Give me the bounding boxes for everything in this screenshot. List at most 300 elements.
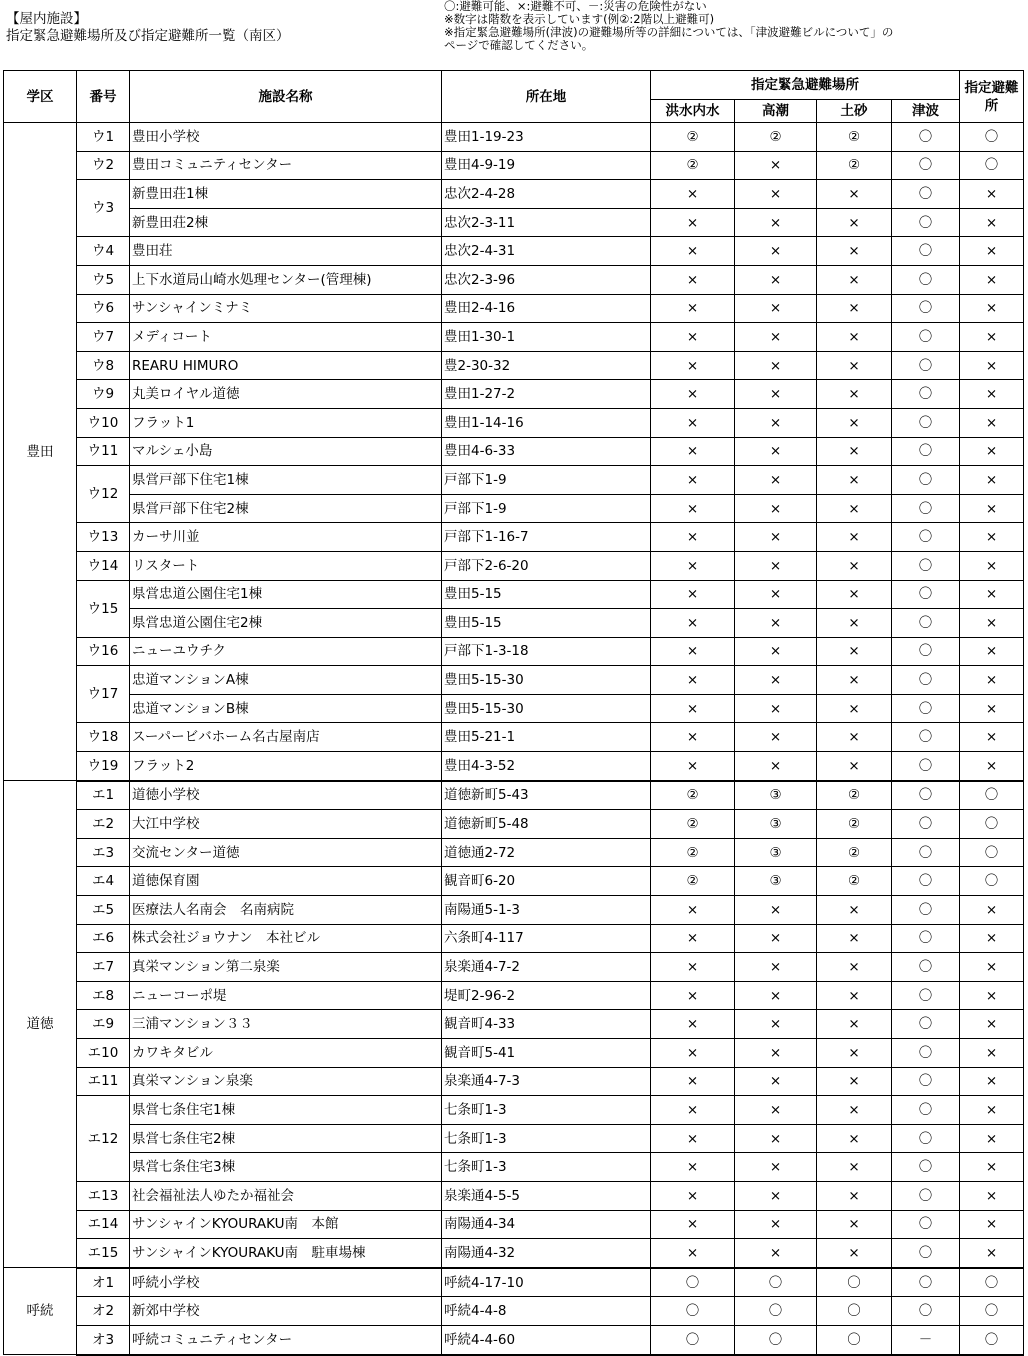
col-landslide: 土砂 (817, 100, 892, 123)
landslide-cell: × (817, 1153, 892, 1182)
tsunami-cell: 〇 (892, 781, 960, 810)
shelter-cell: × (960, 1153, 1024, 1182)
tsunami-cell: 〇 (892, 180, 960, 209)
landslide-cell: × (817, 523, 892, 552)
tsunami-cell: 〇 (892, 437, 960, 466)
name-cell: 忠道マンションA棟 (130, 666, 442, 695)
landslide-cell: 〇 (817, 1268, 892, 1297)
landslide-cell: × (817, 1124, 892, 1153)
flood-cell: × (651, 437, 735, 466)
flood-cell: ② (651, 810, 735, 839)
flood-cell: × (651, 1039, 735, 1068)
flood-cell: × (651, 694, 735, 723)
address-cell: 豊田4-3-52 (442, 752, 651, 781)
shelter-cell: × (960, 694, 1024, 723)
storm-surge-cell: × (735, 151, 817, 180)
landslide-cell: × (817, 466, 892, 495)
storm-surge-cell: × (735, 351, 817, 380)
table-body (4, 123, 1024, 1355)
storm-surge-cell: × (735, 1124, 817, 1153)
tsunami-cell: 〇 (892, 580, 960, 609)
name-cell: カーサ川並 (130, 523, 442, 552)
storm-surge-cell: × (735, 1210, 817, 1239)
number-cell: オ1 (77, 1268, 130, 1297)
landslide-cell: × (817, 494, 892, 523)
name-cell: 県営七条住宅3棟 (130, 1153, 442, 1182)
name-cell: 丸美ロイヤル道徳 (130, 380, 442, 409)
shelter-cell: × (960, 494, 1024, 523)
district-cell: 豊田 (4, 123, 77, 781)
tsunami-cell: 〇 (892, 380, 960, 409)
table-row (4, 867, 1024, 896)
storm-surge-cell: ③ (735, 867, 817, 896)
name-cell: 県営戸部下住宅1棟 (130, 466, 442, 495)
landslide-cell: ② (817, 810, 892, 839)
landslide-cell: × (817, 294, 892, 323)
table-row (4, 294, 1024, 323)
flood-cell: × (651, 752, 735, 781)
landslide-cell: × (817, 1010, 892, 1039)
number-cell: エ13 (77, 1181, 130, 1210)
shelter-cell: × (960, 323, 1024, 352)
flood-cell: 〇 (651, 1268, 735, 1297)
storm-surge-cell: × (735, 723, 817, 752)
col-emergency-group: 指定緊急避難場所 (651, 71, 960, 100)
number-cell: ウ3 (77, 180, 130, 237)
name-cell: サンシャインKYOURAKU南 本館 (130, 1210, 442, 1239)
storm-surge-cell: × (735, 408, 817, 437)
number-cell: エ4 (77, 867, 130, 896)
tsunami-cell: 〇 (892, 810, 960, 839)
name-cell: 新郊中学校 (130, 1297, 442, 1326)
number-cell: ウ5 (77, 265, 130, 294)
table-row (4, 1096, 1024, 1125)
col-number: 番号 (77, 71, 130, 123)
shelter-cell: × (960, 723, 1024, 752)
storm-surge-cell: × (735, 896, 817, 925)
storm-surge-cell: × (735, 1039, 817, 1068)
name-cell: 大江中学校 (130, 810, 442, 839)
shelter-cell: × (960, 551, 1024, 580)
name-cell: 道徳小学校 (130, 781, 442, 810)
storm-surge-cell: × (735, 924, 817, 953)
address-cell: 豊田1-19-23 (442, 123, 651, 152)
tsunami-cell: 〇 (892, 1297, 960, 1326)
flood-cell: × (651, 494, 735, 523)
flood-cell: ② (651, 781, 735, 810)
landslide-cell: ② (817, 151, 892, 180)
number-cell: ウ16 (77, 637, 130, 666)
number-cell: ウ15 (77, 580, 130, 637)
landslide-cell: × (817, 265, 892, 294)
col-flood: 洪水内水 (651, 100, 735, 123)
storm-surge-cell: × (735, 237, 817, 266)
address-cell: 戸部下1-9 (442, 466, 651, 495)
tsunami-cell: 〇 (892, 265, 960, 294)
shelter-cell: × (960, 896, 1024, 925)
table-row (4, 237, 1024, 266)
storm-surge-cell: × (735, 1010, 817, 1039)
flood-cell: × (651, 294, 735, 323)
flood-cell: × (651, 1153, 735, 1182)
shelter-cell: 〇 (960, 151, 1024, 180)
tsunami-cell: 〇 (892, 637, 960, 666)
table-row (4, 781, 1024, 810)
number-cell: ウ11 (77, 437, 130, 466)
shelter-cell: 〇 (960, 1268, 1024, 1297)
tsunami-cell: 〇 (892, 1239, 960, 1268)
legend-notes (444, 0, 893, 52)
shelter-cell: 〇 (960, 838, 1024, 867)
name-cell: 県営忠道公園住宅2棟 (130, 609, 442, 638)
address-cell: 南陽通4-32 (442, 1239, 651, 1268)
number-cell: エ2 (77, 810, 130, 839)
address-cell: 戸部下1-9 (442, 494, 651, 523)
table-row (4, 953, 1024, 982)
flood-cell: ② (651, 123, 735, 152)
storm-surge-cell: × (735, 1096, 817, 1125)
storm-surge-cell: × (735, 523, 817, 552)
storm-surge-cell: × (735, 494, 817, 523)
shelter-cell: × (960, 1210, 1024, 1239)
tsunami-cell: 〇 (892, 1067, 960, 1096)
table-row (4, 580, 1024, 609)
number-cell: エ12 (77, 1096, 130, 1182)
tsunami-cell: 〇 (892, 896, 960, 925)
tsunami-cell: 〇 (892, 408, 960, 437)
table-row (4, 1153, 1024, 1182)
flood-cell: × (651, 466, 735, 495)
shelter-cell: × (960, 609, 1024, 638)
tsunami-cell: 〇 (892, 1268, 960, 1297)
table-row (4, 838, 1024, 867)
address-cell: 六条町4-117 (442, 924, 651, 953)
name-cell: 忠道マンションB棟 (130, 694, 442, 723)
flood-cell: × (651, 351, 735, 380)
tsunami-cell: 〇 (892, 1096, 960, 1125)
shelter-cell: × (960, 666, 1024, 695)
table-row (4, 323, 1024, 352)
table-row (4, 609, 1024, 638)
table-row (4, 1239, 1024, 1268)
address-cell: 泉楽通4-7-3 (442, 1067, 651, 1096)
storm-surge-cell: × (735, 1153, 817, 1182)
table-row (4, 637, 1024, 666)
name-cell: ニューコーポ堤 (130, 981, 442, 1010)
name-cell: 新豊田荘1棟 (130, 180, 442, 209)
name-cell: フラット2 (130, 752, 442, 781)
table-row (4, 924, 1024, 953)
shelter-cell: × (960, 351, 1024, 380)
number-cell: ウ10 (77, 408, 130, 437)
table-row (4, 523, 1024, 552)
address-cell: 戸部下1-3-18 (442, 637, 651, 666)
address-cell: 豊田1-14-16 (442, 408, 651, 437)
address-cell: 忠次2-4-31 (442, 237, 651, 266)
name-cell: 豊田小学校 (130, 123, 442, 152)
flood-cell: × (651, 551, 735, 580)
shelter-cell: × (960, 237, 1024, 266)
tsunami-cell: 〇 (892, 523, 960, 552)
tsunami-cell: 〇 (892, 666, 960, 695)
table-row (4, 351, 1024, 380)
tsunami-cell: 〇 (892, 1210, 960, 1239)
shelter-cell: × (960, 265, 1024, 294)
name-cell: カワキタビル (130, 1039, 442, 1068)
tsunami-cell: － (892, 1325, 960, 1354)
legend-note: ※数字は階数を表示しています(例②:2階以上避難可) (444, 12, 715, 26)
address-cell: 忠次2-3-11 (442, 208, 651, 237)
flood-cell: × (651, 237, 735, 266)
tsunami-cell: 〇 (892, 924, 960, 953)
tsunami-cell: 〇 (892, 551, 960, 580)
flood-cell: × (651, 580, 735, 609)
storm-surge-cell: ③ (735, 810, 817, 839)
name-cell: 県営戸部下住宅2棟 (130, 494, 442, 523)
col-shelter: 指定避難所 (960, 71, 1024, 123)
flood-cell: ② (651, 838, 735, 867)
address-cell: 豊2-30-32 (442, 351, 651, 380)
shelter-cell: × (960, 380, 1024, 409)
col-district: 学区 (4, 71, 77, 123)
shelter-cell: 〇 (960, 867, 1024, 896)
number-cell: ウ6 (77, 294, 130, 323)
number-cell: オ3 (77, 1325, 130, 1354)
landslide-cell: 〇 (817, 1325, 892, 1354)
page-title: 指定緊急避難場所及び指定避難所一覧（南区） (6, 28, 290, 44)
tsunami-cell: 〇 (892, 123, 960, 152)
table-row (4, 896, 1024, 925)
flood-cell: × (651, 723, 735, 752)
address-cell: 戸部下1-16-7 (442, 523, 651, 552)
name-cell: 交流センター道徳 (130, 838, 442, 867)
flood-cell: × (651, 323, 735, 352)
table-row (4, 752, 1024, 781)
col-address: 所在地 (442, 71, 651, 123)
shelter-cell: × (960, 523, 1024, 552)
landslide-cell: × (817, 1096, 892, 1125)
name-cell: 県営七条住宅2棟 (130, 1124, 442, 1153)
title-category: 【屋内施設】 (6, 11, 87, 27)
landslide-cell: × (817, 953, 892, 982)
number-cell: エ6 (77, 924, 130, 953)
flood-cell: × (651, 180, 735, 209)
address-cell: 呼続4-4-60 (442, 1325, 651, 1354)
flood-cell: × (651, 1067, 735, 1096)
storm-surge-cell: × (735, 694, 817, 723)
number-cell: ウ2 (77, 151, 130, 180)
name-cell: 豊田荘 (130, 237, 442, 266)
flood-cell: ② (651, 151, 735, 180)
landslide-cell: × (817, 694, 892, 723)
tsunami-cell: 〇 (892, 752, 960, 781)
address-cell: 観音町5-41 (442, 1039, 651, 1068)
number-cell: エ5 (77, 896, 130, 925)
landslide-cell: × (817, 1067, 892, 1096)
address-cell: 忠次2-4-28 (442, 180, 651, 209)
table-row (4, 1039, 1024, 1068)
table-header (4, 71, 1024, 123)
flood-cell: × (651, 609, 735, 638)
number-cell: エ15 (77, 1239, 130, 1268)
table-row (4, 1210, 1024, 1239)
storm-surge-cell: × (735, 981, 817, 1010)
address-cell: 豊田1-27-2 (442, 380, 651, 409)
landslide-cell: ② (817, 781, 892, 810)
tsunami-cell: 〇 (892, 151, 960, 180)
flood-cell: × (651, 896, 735, 925)
number-cell: ウ19 (77, 752, 130, 781)
tsunami-cell: 〇 (892, 838, 960, 867)
address-cell: 豊田2-4-16 (442, 294, 651, 323)
table-row (4, 666, 1024, 695)
address-cell: 堤町2-96-2 (442, 981, 651, 1010)
name-cell: 県営七条住宅1棟 (130, 1096, 442, 1125)
tsunami-cell: 〇 (892, 1181, 960, 1210)
storm-surge-cell: × (735, 1239, 817, 1268)
table-row (4, 437, 1024, 466)
name-cell: 株式会社ジョウナン 本社ビル (130, 924, 442, 953)
tsunami-cell: 〇 (892, 1153, 960, 1182)
number-cell: ウ13 (77, 523, 130, 552)
shelter-cell: 〇 (960, 810, 1024, 839)
name-cell: 三浦マンション３３ (130, 1010, 442, 1039)
table-row (4, 1181, 1024, 1210)
storm-surge-cell: × (735, 466, 817, 495)
table-row (4, 723, 1024, 752)
shelter-cell: × (960, 437, 1024, 466)
landslide-cell: × (817, 1181, 892, 1210)
col-storm-surge: 高潮 (735, 100, 817, 123)
name-cell: REARU HIMURO (130, 351, 442, 380)
table-row (4, 694, 1024, 723)
address-cell: 泉楽通4-7-2 (442, 953, 651, 982)
address-cell: 観音町4-33 (442, 1010, 651, 1039)
storm-surge-cell: × (735, 666, 817, 695)
landslide-cell: ② (817, 123, 892, 152)
tsunami-cell: 〇 (892, 237, 960, 266)
number-cell: ウ8 (77, 351, 130, 380)
storm-surge-cell: × (735, 953, 817, 982)
shelter-cell: × (960, 953, 1024, 982)
tsunami-cell: 〇 (892, 609, 960, 638)
flood-cell: × (651, 666, 735, 695)
name-cell: ニューユウチク (130, 637, 442, 666)
flood-cell: × (651, 1239, 735, 1268)
table-row (4, 180, 1024, 209)
table-row (4, 208, 1024, 237)
landslide-cell: × (817, 723, 892, 752)
flood-cell: × (651, 208, 735, 237)
flood-cell: ② (651, 867, 735, 896)
shelter-cell: × (960, 981, 1024, 1010)
address-cell: 道徳新町5-43 (442, 781, 651, 810)
landslide-cell: × (817, 437, 892, 466)
landslide-cell: × (817, 323, 892, 352)
shelter-cell: × (960, 1124, 1024, 1153)
tsunami-cell: 〇 (892, 694, 960, 723)
landslide-cell: ② (817, 838, 892, 867)
legend-note: ページで確認してください。 (444, 38, 594, 52)
shelter-cell: × (960, 1239, 1024, 1268)
table-row (4, 1325, 1024, 1354)
name-cell: 呼続小学校 (130, 1268, 442, 1297)
address-cell: 南陽通5-1-3 (442, 896, 651, 925)
landslide-cell: × (817, 752, 892, 781)
shelter-cell: 〇 (960, 1325, 1024, 1354)
landslide-cell: × (817, 1210, 892, 1239)
name-cell: 呼続コミュニティセンター (130, 1325, 442, 1354)
number-cell: エ10 (77, 1039, 130, 1068)
number-cell: エ11 (77, 1067, 130, 1096)
name-cell: 真栄マンション第二泉楽 (130, 953, 442, 982)
tsunami-cell: 〇 (892, 351, 960, 380)
name-cell: 道徳保育園 (130, 867, 442, 896)
storm-surge-cell: × (735, 551, 817, 580)
number-cell: ウ18 (77, 723, 130, 752)
flood-cell: × (651, 1096, 735, 1125)
flood-cell: × (651, 1210, 735, 1239)
storm-surge-cell: ③ (735, 781, 817, 810)
landslide-cell: × (817, 1039, 892, 1068)
flood-cell: × (651, 1010, 735, 1039)
storm-surge-cell: ③ (735, 838, 817, 867)
tsunami-cell: 〇 (892, 323, 960, 352)
legend-note: 〇:避難可能、×:避難不可、－:災害の危険性がない (444, 0, 707, 13)
storm-surge-cell: × (735, 752, 817, 781)
table-row (4, 265, 1024, 294)
landslide-cell: × (817, 351, 892, 380)
landslide-cell: × (817, 924, 892, 953)
storm-surge-cell: × (735, 208, 817, 237)
number-cell: ウ7 (77, 323, 130, 352)
name-cell: 県営忠道公園住宅1棟 (130, 580, 442, 609)
address-cell: 南陽通4-34 (442, 1210, 651, 1239)
address-cell: 道徳通2-72 (442, 838, 651, 867)
tsunami-cell: 〇 (892, 981, 960, 1010)
table-row (4, 408, 1024, 437)
name-cell: メディコート (130, 323, 442, 352)
number-cell: エ7 (77, 953, 130, 982)
flood-cell: × (651, 408, 735, 437)
flood-cell: × (651, 523, 735, 552)
address-cell: 観音町6-20 (442, 867, 651, 896)
landslide-cell: 〇 (817, 1297, 892, 1326)
storm-surge-cell: 〇 (735, 1268, 817, 1297)
page-header (6, 11, 290, 45)
shelter-cell: × (960, 1039, 1024, 1068)
number-cell: ウ17 (77, 666, 130, 723)
tsunami-cell: 〇 (892, 294, 960, 323)
table-row (4, 494, 1024, 523)
shelter-cell: × (960, 1096, 1024, 1125)
name-cell: マルシェ小島 (130, 437, 442, 466)
table-row (4, 1010, 1024, 1039)
storm-surge-cell: × (735, 323, 817, 352)
storm-surge-cell: × (735, 380, 817, 409)
address-cell: 七条町1-3 (442, 1124, 651, 1153)
col-name: 施設名称 (130, 71, 442, 123)
table-row (4, 810, 1024, 839)
storm-surge-cell: × (735, 1181, 817, 1210)
storm-surge-cell: ② (735, 123, 817, 152)
table-row (4, 551, 1024, 580)
storm-surge-cell: × (735, 437, 817, 466)
number-cell: ウ4 (77, 237, 130, 266)
flood-cell: × (651, 265, 735, 294)
flood-cell: × (651, 1181, 735, 1210)
landslide-cell: × (817, 380, 892, 409)
